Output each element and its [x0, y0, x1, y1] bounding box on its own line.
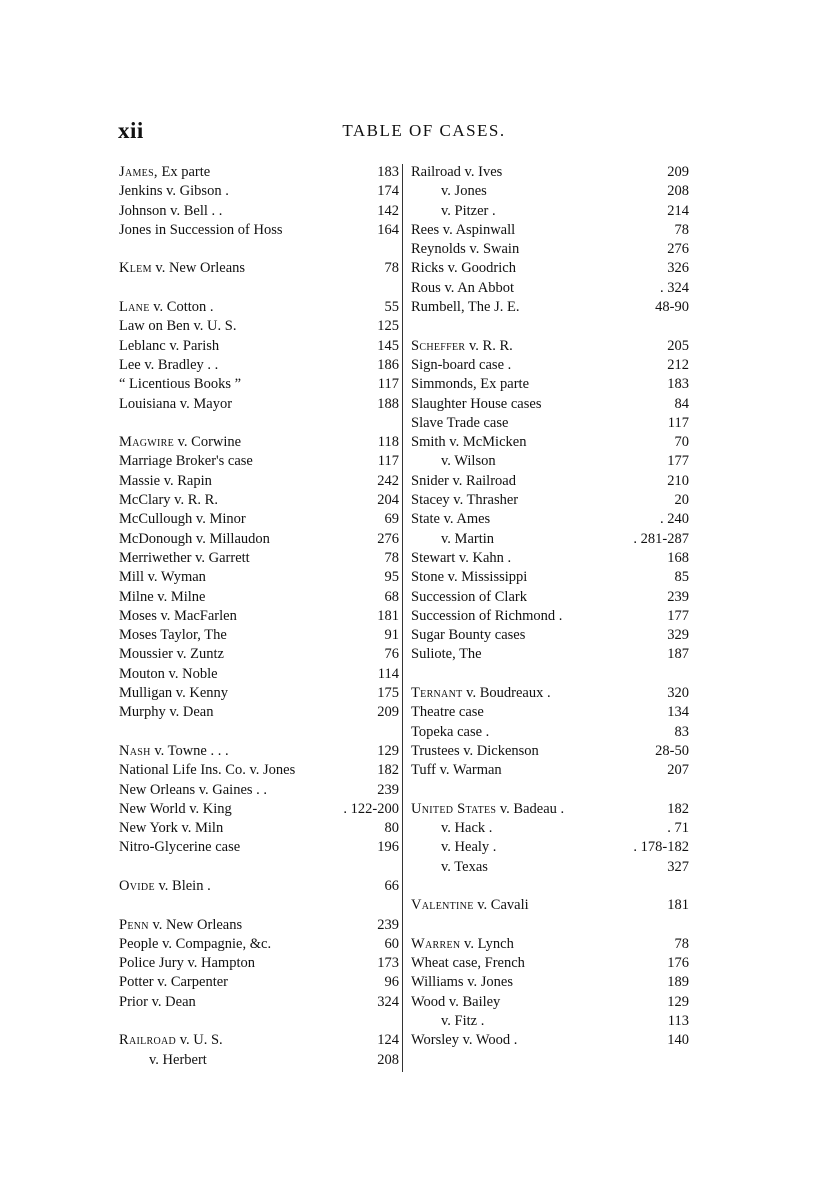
right-column — [411, 163, 689, 1051]
case-name: Marriage Broker's case — [119, 453, 253, 470]
case-name — [411, 337, 513, 356]
case-name: Sugar Bounty cases — [411, 627, 526, 644]
case-name: Prior v. Dean — [119, 993, 196, 1010]
case-name: Nitro-Glycerine case — [119, 839, 241, 856]
case-name: Slave Trade case — [411, 414, 509, 431]
case-name-lead: Magwire — [119, 434, 174, 451]
section-gap — [119, 896, 399, 915]
case-name: New World v. King — [119, 800, 232, 817]
case-entry — [119, 626, 399, 645]
case-name — [119, 877, 211, 896]
case-name: Ricks v. Goodrich — [411, 260, 516, 277]
case-page: 327 — [667, 858, 689, 875]
case-page: . 324 — [660, 279, 689, 296]
case-name: Stacey v. Thrasher — [411, 492, 519, 509]
case-entry — [119, 298, 399, 317]
case-entry — [411, 626, 689, 645]
case-page: 176 — [667, 955, 689, 972]
case-page: 28-50 — [655, 742, 689, 759]
case-page: 205 — [667, 337, 689, 354]
case-name: Wood v. Bailey — [411, 993, 501, 1010]
case-entry — [411, 973, 689, 992]
case-page: 142 — [377, 202, 399, 219]
case-name: Milne v. Milne — [119, 588, 206, 605]
case-name: Reynolds v. Swain — [411, 241, 520, 258]
case-page: 78 — [384, 260, 399, 277]
case-entry — [119, 684, 399, 703]
case-name-lead: Lane — [119, 299, 150, 316]
case-entry — [411, 935, 689, 954]
case-page: 276 — [377, 530, 399, 547]
case-page: 78 — [384, 549, 399, 566]
case-page: 80 — [384, 820, 399, 837]
case-entry — [119, 819, 399, 838]
case-page: 124 — [377, 1032, 399, 1049]
case-name: National Life Ins. Co. v. Jones — [119, 762, 296, 779]
page-number: xii — [118, 118, 144, 143]
case-page: 70 — [674, 434, 689, 451]
case-page: 189 — [667, 974, 689, 991]
case-entry — [411, 568, 689, 587]
case-entry — [411, 337, 689, 356]
case-name — [119, 163, 210, 182]
case-name — [411, 684, 551, 703]
case-page: 207 — [667, 762, 689, 779]
case-page: 324 — [377, 993, 399, 1010]
case-page: 114 — [377, 665, 399, 682]
case-page: 209 — [377, 704, 399, 721]
case-entry — [411, 742, 689, 761]
case-entry — [411, 414, 689, 433]
case-entry — [119, 510, 399, 529]
case-name: Leblanc v. Parish — [119, 337, 220, 354]
case-entry — [119, 993, 399, 1012]
case-name: Rous v. An Abbot — [411, 279, 514, 296]
case-page: 48-90 — [655, 299, 689, 316]
case-name-lead: Railroad — [119, 1032, 177, 1049]
case-entry — [119, 761, 399, 780]
case-page: 78 — [674, 935, 689, 952]
case-page: 66 — [384, 877, 399, 894]
case-name: Succession of Clark — [411, 588, 527, 605]
case-page: 117 — [667, 414, 689, 431]
case-name: v. Martin — [441, 530, 495, 547]
case-page: 85 — [674, 569, 689, 586]
case-page: 113 — [667, 1013, 689, 1030]
case-page: 145 — [377, 337, 399, 354]
case-entry — [119, 182, 399, 201]
case-page: 177 — [667, 453, 689, 470]
case-name: Potter v. Carpenter — [119, 974, 228, 991]
case-name: Mill v. Wyman — [119, 569, 206, 586]
case-name: v. Healy . — [441, 839, 497, 856]
case-entry — [119, 588, 399, 607]
column-divider — [402, 164, 403, 1072]
case-entry — [119, 472, 399, 491]
case-entry — [411, 954, 689, 973]
case-entry — [119, 259, 399, 278]
case-entry — [411, 279, 689, 298]
case-entry — [119, 452, 399, 471]
section-gap — [411, 665, 689, 684]
section-gap — [411, 781, 689, 800]
case-name: New Orleans v. Gaines . . — [119, 781, 268, 798]
case-entry — [119, 433, 399, 452]
case-page: 69 — [384, 511, 399, 528]
case-page: 183 — [667, 376, 689, 393]
case-entry — [119, 1031, 399, 1050]
case-name-rest: v. Corwine — [173, 434, 242, 451]
case-entry — [119, 221, 399, 240]
case-entry — [119, 395, 399, 414]
case-name: Moussier v. Zuntz — [119, 646, 224, 663]
case-entry — [411, 723, 689, 742]
case-page: 186 — [377, 356, 399, 373]
case-name: v. Pitzer . — [441, 202, 496, 219]
case-name — [411, 896, 529, 915]
case-page: 239 — [377, 916, 399, 933]
case-name: v. Jones — [441, 183, 487, 200]
case-name-rest: v. Badeau . — [496, 800, 565, 817]
case-page: 84 — [674, 395, 689, 412]
case-name: Jenkins v. Gibson . — [119, 183, 229, 200]
case-name: Moses v. MacFarlen — [119, 607, 237, 624]
case-page: 20 — [674, 492, 689, 509]
case-name-lead: Penn — [119, 916, 149, 933]
case-entry — [119, 530, 399, 549]
case-entry — [411, 298, 689, 317]
case-entry — [119, 800, 399, 819]
case-page: 177 — [667, 607, 689, 624]
case-entry — [119, 375, 399, 394]
case-page: 326 — [667, 260, 689, 277]
case-page: 212 — [667, 356, 689, 373]
case-name — [119, 259, 245, 278]
case-name-rest: v. Cotton . — [149, 299, 214, 316]
section-gap — [411, 877, 689, 896]
section-gap — [411, 317, 689, 336]
case-name: Police Jury v. Hampton — [119, 955, 255, 972]
case-entry — [411, 896, 689, 915]
case-name: Theatre case — [411, 704, 484, 721]
case-page: 196 — [377, 839, 399, 856]
case-entry — [411, 221, 689, 240]
case-entry — [411, 530, 689, 549]
case-entry — [119, 973, 399, 992]
case-page: 214 — [667, 202, 689, 219]
case-name: Murphy v. Dean — [119, 704, 214, 721]
case-name: Merriwether v. Garrett — [119, 549, 250, 566]
case-name-rest: v. Lynch — [460, 935, 514, 952]
case-page: 117 — [377, 453, 399, 470]
case-name: Rees v. Aspinwall — [411, 221, 516, 238]
case-name — [411, 935, 514, 954]
case-name: Williams v. Jones — [411, 974, 513, 991]
case-name-lead: Klem — [119, 260, 152, 277]
case-page: 175 — [377, 685, 399, 702]
case-name: Johnson v. Bell . . — [119, 202, 223, 219]
section-gap — [119, 414, 399, 433]
case-entry — [411, 549, 689, 568]
case-name: v. Fitz . — [441, 1013, 485, 1030]
case-name: Railroad v. Ives — [411, 164, 503, 180]
case-page: 95 — [384, 569, 399, 586]
case-page: . 281-287 — [633, 530, 689, 547]
case-name: Jones in Succession of Hoss — [119, 221, 283, 238]
case-entry — [411, 472, 689, 491]
case-name: Succession of Richmond . — [411, 607, 563, 624]
case-name: Stewart v. Kahn . — [411, 549, 512, 566]
case-name — [411, 800, 564, 819]
case-page: 181 — [667, 897, 689, 914]
case-name-lead: James, — [119, 164, 158, 180]
case-entry — [411, 588, 689, 607]
case-name-rest: Ex parte — [157, 164, 211, 180]
section-gap — [119, 240, 399, 259]
case-name-rest: v. Blein . — [154, 877, 211, 894]
case-name: Worsley v. Wood . — [411, 1032, 518, 1049]
case-entry — [119, 703, 399, 722]
case-entry — [411, 761, 689, 780]
case-name: Suliote, The — [411, 646, 482, 663]
section-gap — [119, 279, 399, 298]
case-entry — [119, 781, 399, 800]
case-page: 129 — [377, 742, 399, 759]
case-entry — [411, 202, 689, 221]
section-gap — [119, 1012, 399, 1031]
case-entry — [411, 819, 689, 838]
case-page: 329 — [667, 627, 689, 644]
case-name: Topeka case . — [411, 723, 490, 740]
case-entry — [411, 1031, 689, 1050]
case-name: Moses Taylor, The — [119, 627, 227, 644]
case-entry — [411, 240, 689, 259]
case-entry — [411, 182, 689, 201]
case-name: Mulligan v. Kenny — [119, 685, 229, 702]
case-entry — [411, 838, 689, 857]
case-page: 276 — [667, 241, 689, 258]
case-page: 76 — [384, 646, 399, 663]
case-name: Smith v. McMicken — [411, 434, 527, 451]
case-entry — [411, 800, 689, 819]
case-page: 242 — [377, 472, 399, 489]
case-name: v. Texas — [441, 858, 488, 875]
case-name — [119, 1031, 223, 1050]
case-name: v. Herbert — [149, 1051, 207, 1068]
case-entry — [119, 665, 399, 684]
case-entry — [411, 993, 689, 1012]
case-page: 134 — [667, 704, 689, 721]
case-page: 125 — [377, 318, 399, 335]
case-page: 60 — [384, 935, 399, 952]
case-name: Rumbell, The J. E. — [411, 299, 520, 316]
case-entry — [119, 1051, 399, 1070]
case-name-rest: v. R. R. — [465, 337, 513, 354]
case-entry — [119, 838, 399, 857]
case-name: Massie v. Rapin — [119, 472, 212, 489]
case-entry — [411, 703, 689, 722]
case-entry — [411, 858, 689, 877]
case-page: 183 — [377, 164, 399, 180]
case-name-rest: v. Cavali — [473, 897, 529, 914]
case-name-rest: v. Boudreaux . — [462, 685, 551, 702]
case-name: McDonough v. Millaudon — [119, 530, 270, 547]
case-name-rest: v. New Orleans — [151, 260, 246, 277]
case-name: Wheat case, French — [411, 955, 525, 972]
case-entry — [119, 163, 399, 182]
case-name-lead: Ovide — [119, 877, 155, 894]
case-page: 182 — [667, 800, 689, 817]
case-entry — [411, 375, 689, 394]
case-entry — [411, 433, 689, 452]
case-name: Tuff v. Warman — [411, 762, 502, 779]
case-page: . 178-182 — [633, 839, 689, 856]
case-name: Lee v. Bradley . . — [119, 356, 219, 373]
case-page: 187 — [667, 646, 689, 663]
case-page: 210 — [667, 472, 689, 489]
case-page: 174 — [377, 183, 399, 200]
case-name — [119, 742, 229, 761]
case-name: McCullough v. Minor — [119, 511, 246, 528]
case-entry — [411, 684, 689, 703]
case-name: McClary v. R. R. — [119, 492, 218, 509]
case-name-lead: Warren — [411, 935, 461, 952]
case-entry — [119, 954, 399, 973]
case-entry — [119, 877, 399, 896]
case-entry — [119, 607, 399, 626]
case-name: Louisiana v. Mayor — [119, 395, 233, 412]
case-name: State v. Ames — [411, 511, 491, 528]
case-entry — [411, 163, 689, 182]
case-entry — [119, 568, 399, 587]
case-page: 239 — [377, 781, 399, 798]
case-entry — [411, 259, 689, 278]
case-page: 209 — [667, 164, 689, 180]
case-page: 173 — [377, 955, 399, 972]
case-entry — [119, 491, 399, 510]
case-page: 55 — [384, 299, 399, 316]
case-entry — [119, 935, 399, 954]
case-entry — [119, 916, 399, 935]
case-name: v. Wilson — [441, 453, 496, 470]
case-name — [119, 916, 242, 935]
case-page: 168 — [667, 549, 689, 566]
case-page: 96 — [384, 974, 399, 991]
case-page: 182 — [377, 762, 399, 779]
case-name: People v. Compagnie, &c. — [119, 935, 272, 952]
case-entry — [119, 317, 399, 336]
section-gap — [119, 723, 399, 742]
case-name: Sign-board case . — [411, 356, 512, 373]
case-page: 91 — [384, 627, 399, 644]
case-entry — [411, 491, 689, 510]
case-name-lead: Ternant — [411, 685, 463, 702]
case-page: . 240 — [660, 511, 689, 528]
case-name-lead: Scheffer — [411, 337, 466, 354]
case-entry — [411, 645, 689, 664]
case-page: 117 — [377, 376, 399, 393]
case-name — [119, 298, 214, 317]
section-gap — [411, 916, 689, 935]
case-name: Trustees v. Dickenson — [411, 742, 539, 759]
case-page: . 71 — [667, 820, 689, 837]
case-name-lead: Valentine — [411, 897, 474, 914]
case-name-rest: v. Towne . . . — [150, 742, 229, 759]
case-entry — [411, 356, 689, 375]
case-page: 129 — [667, 993, 689, 1010]
case-page: 204 — [377, 492, 399, 509]
case-name: v. Hack . — [441, 820, 493, 837]
left-column — [119, 163, 399, 1070]
case-page: 78 — [674, 221, 689, 238]
case-entry — [119, 356, 399, 375]
case-entry — [411, 452, 689, 471]
case-name: Stone v. Mississippi — [411, 569, 528, 586]
case-page: 68 — [384, 588, 399, 605]
case-name-rest: v. U. S. — [176, 1032, 223, 1049]
case-page: 320 — [667, 685, 689, 702]
case-name: Slaughter House cases — [411, 395, 542, 412]
case-page: 181 — [377, 607, 399, 624]
case-name-rest: v. New Orleans — [148, 916, 243, 933]
case-name-lead: United States — [411, 800, 497, 817]
case-name: Mouton v. Noble — [119, 665, 218, 682]
case-page: 239 — [667, 588, 689, 605]
case-name: Law on Ben v. U. S. — [119, 318, 237, 335]
case-page: 83 — [674, 723, 689, 740]
page-title: TABLE OF CASES. — [342, 121, 506, 140]
case-page: 188 — [377, 395, 399, 412]
case-name: New York v. Miln — [119, 820, 224, 837]
case-page: 208 — [377, 1051, 399, 1068]
case-page: . 122-200 — [343, 800, 399, 817]
case-entry — [119, 202, 399, 221]
case-name — [119, 433, 241, 452]
case-name-lead: Nash — [119, 742, 151, 759]
case-name: Simmonds, Ex parte — [411, 376, 530, 393]
section-gap — [119, 858, 399, 877]
case-entry — [411, 1012, 689, 1031]
case-entry — [411, 510, 689, 529]
case-page: 118 — [377, 434, 399, 451]
case-page: 208 — [667, 183, 689, 200]
case-entry — [119, 645, 399, 664]
case-entry — [411, 607, 689, 626]
case-entry — [411, 395, 689, 414]
case-entry — [119, 337, 399, 356]
case-page: 140 — [667, 1032, 689, 1049]
case-name: Snider v. Railroad — [411, 472, 516, 489]
page-header — [118, 118, 690, 142]
case-page: 164 — [377, 221, 399, 238]
case-entry — [119, 549, 399, 568]
case-entry — [119, 742, 399, 761]
case-name: “ Licentious Books ” — [119, 376, 242, 393]
